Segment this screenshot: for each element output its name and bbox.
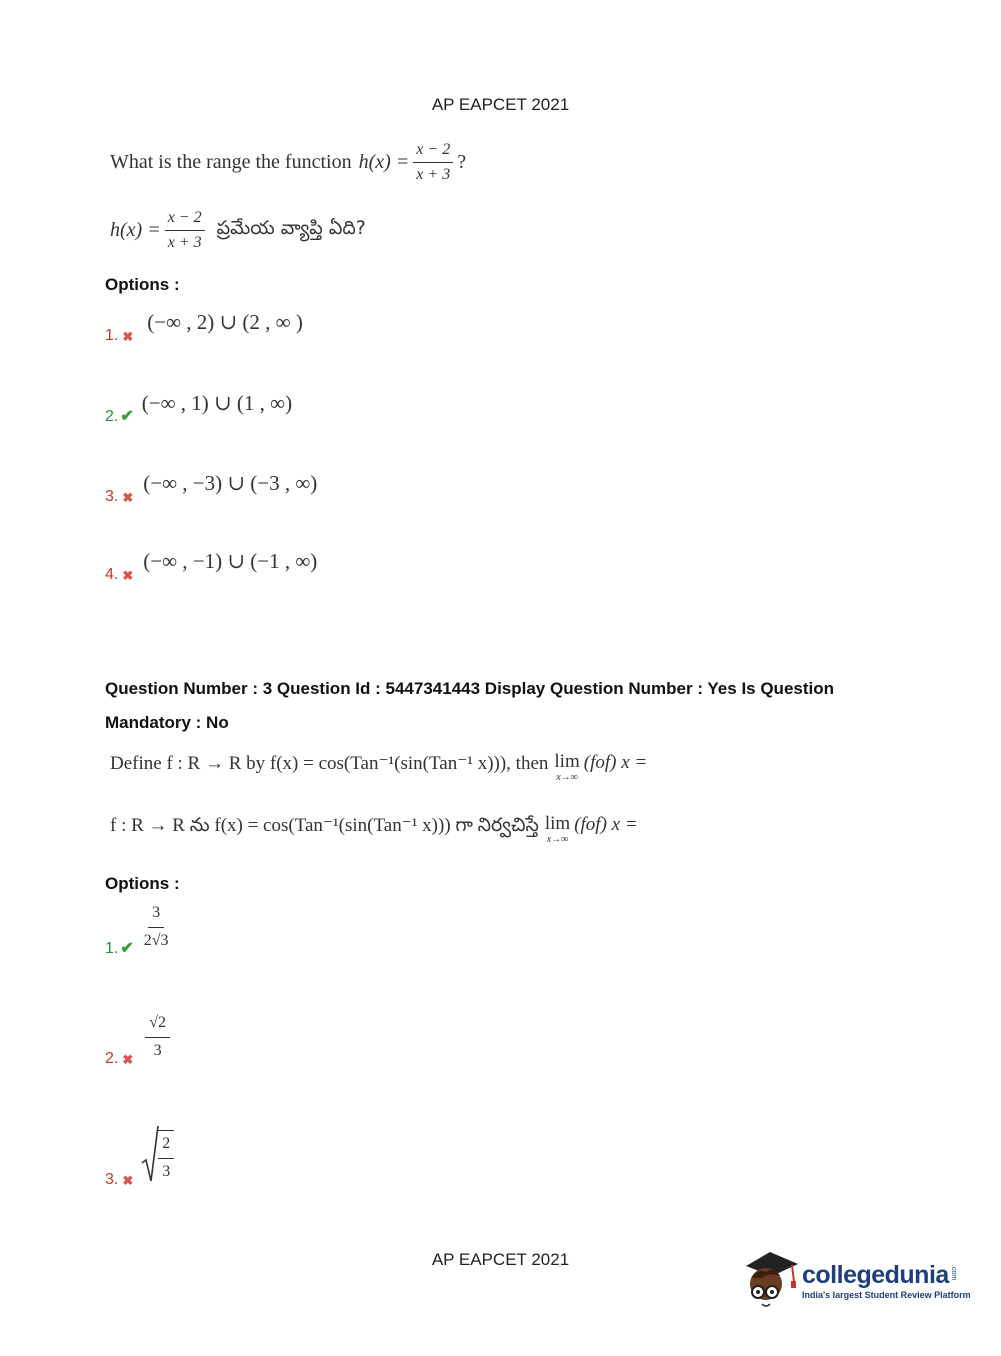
logo-tagline: India's largest Student Review Platform	[802, 1289, 971, 1300]
option-fraction	[158, 1130, 174, 1183]
option-number: 3.	[105, 488, 119, 505]
option-number: 2.	[105, 1049, 119, 1067]
option-number: 3.	[105, 1171, 119, 1188]
lim-text: lim	[554, 751, 580, 772]
logo-suffix: .com	[949, 1264, 957, 1280]
question-meta-mandatory: Mandatory : No	[105, 713, 229, 732]
numerator: x − 2	[165, 208, 205, 231]
prompt-text: Define f : R → R by f(x) = cos(Tan⁻¹(sin(Tan⁻¹ x))), then	[110, 753, 549, 774]
option-2[interactable]	[105, 1013, 170, 1067]
option-number: 4.	[105, 566, 119, 583]
logo-name: collegedunia	[802, 1260, 949, 1289]
denominator: 3	[162, 1163, 171, 1181]
denominator: x + 3	[416, 166, 451, 183]
page-header: AP EAPCET 2021	[431, 95, 570, 114]
collegedunia-logo[interactable]	[740, 1248, 971, 1312]
numerator: 2	[158, 1134, 174, 1159]
function-name: h(x) =	[358, 151, 410, 173]
numerator: 3	[148, 903, 164, 928]
telugu-text: ప్రమేయ వ్యాప్తి ఏది?	[216, 217, 366, 239]
question-mark: ?	[457, 151, 467, 173]
option-2[interactable]	[105, 391, 293, 425]
wrong-icon: ✖	[122, 490, 134, 505]
numerator: √2	[145, 1013, 170, 1038]
question-prompt-en	[110, 752, 647, 783]
limit	[545, 814, 570, 845]
option-3[interactable]	[105, 471, 318, 505]
mascot-icon	[740, 1248, 800, 1312]
sqrt-fraction	[141, 1125, 174, 1183]
denominator: x + 3	[167, 234, 202, 251]
option-text: (−∞ , 2) ∪ (2 , ∞ )	[147, 310, 303, 334]
option-4[interactable]	[105, 549, 318, 583]
option-fraction	[140, 903, 173, 952]
limit	[554, 752, 579, 783]
numerator: x − 2	[413, 140, 453, 163]
question-prompt-en	[110, 140, 466, 185]
fraction	[165, 208, 205, 253]
wrong-icon: ✖	[122, 1173, 134, 1188]
logo-text-block	[802, 1261, 971, 1300]
page-footer: AP EAPCET 2021	[431, 1250, 570, 1269]
telugu-prompt: f : R → R ను f(x) = cos(Tan⁻¹(sin(Tan⁻¹ x))) గా నిర్వచిస్తే	[110, 815, 539, 836]
sqrt-sign-icon	[141, 1125, 159, 1183]
option-text: (−∞ , −1) ∪ (−1 , ∞)	[143, 549, 318, 573]
question-meta: Question Number : 3 Question Id : 5447341443 Display Question Number : Yes Is Question	[105, 679, 835, 698]
option-number: 1.	[105, 939, 119, 957]
denominator: 2√3	[143, 931, 169, 949]
wrong-icon: ✖	[122, 329, 134, 344]
lim-tail: (fof) x =	[574, 814, 638, 835]
option-text: (−∞ , 1) ∪ (1 , ∞)	[141, 391, 293, 415]
wrong-icon: ✖	[122, 1051, 134, 1067]
option-1[interactable]	[105, 903, 173, 957]
lim-tail: (fof) x =	[583, 752, 648, 773]
option-text: (−∞ , −3) ∪ (−3 , ∞)	[143, 471, 318, 495]
function-name: h(x) =	[110, 219, 161, 241]
fraction	[413, 140, 453, 185]
option-number: 1.	[105, 327, 119, 344]
question-prompt-te	[110, 208, 366, 253]
check-icon: ✔	[120, 408, 134, 425]
options-label: Options :	[105, 874, 180, 893]
lim-subscript: x→∞	[546, 834, 569, 845]
option-fraction	[145, 1013, 170, 1062]
option-3[interactable]	[105, 1125, 174, 1188]
option-number: 2.	[105, 408, 119, 425]
check-icon: ✔	[120, 939, 134, 957]
question-prompt-te	[110, 814, 638, 845]
lim-text: lim	[544, 813, 571, 834]
option-1[interactable]	[105, 310, 303, 344]
prompt-text: What is the range the function	[110, 151, 352, 173]
lim-subscript: x→∞	[556, 772, 578, 783]
denominator: 3	[153, 1041, 162, 1059]
options-label: Options :	[105, 275, 180, 294]
wrong-icon: ✖	[122, 568, 134, 583]
